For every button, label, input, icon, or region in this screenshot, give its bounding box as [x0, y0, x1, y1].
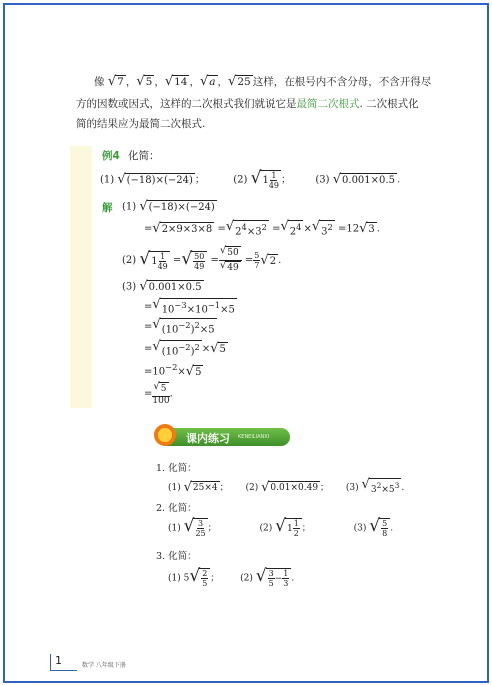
example-title: 化简： — [128, 150, 160, 162]
solution-1-line-2: = √ 2×9×3×8 = √ $2^4\times 3^2$ = √ $2^4$ × √ $3^2$ =12 √ 3 . — [144, 219, 380, 238]
intro-line2-text: 方的因数或因式，这样的二次根式我们就说它是 — [76, 98, 297, 110]
example-problems: (1) √ (−18)×(−24) ； (2) √ 1 $\frac{1}{49}$ ； (3) √ 0.001×0.5 . — [100, 168, 401, 190]
solution-label: 解 — [102, 202, 113, 214]
exercise-band-title: 课内练习 — [186, 432, 230, 445]
solution-3-line-5: $=10^{-2}\times$ √ 5 — [144, 362, 202, 379]
problem-1-label: (1) — [100, 174, 115, 186]
page-number: 1 — [50, 654, 77, 671]
exercise-3-title: 3. 化简： — [156, 551, 197, 562]
solution-3-line-4: = √ $(10^{-2})^2$ × √ 5 — [144, 339, 226, 358]
solution-3-line-1: (3) √ 0.001×0.5 — [122, 279, 202, 294]
highlight-term: 最简二次根式 — [296, 98, 360, 110]
intro-lead: 像 — [94, 76, 105, 88]
exercise-2-title: 2. 化简： — [156, 503, 197, 514]
solution-3-line-3: = √ $(10^{-2})^2\times 5$ — [144, 317, 215, 336]
exercise-2-items: (1) √ $\frac{3}{25}$ ； (2) √ 1 $\frac{1}{2}$ ； (3) √ $\frac{5}{8}$ . — [168, 516, 394, 538]
solution-3-line-6: = √ 5 100 . — [144, 381, 173, 406]
exercise-1-title: 1. 化简： — [156, 463, 197, 474]
intro-line1-text: 这样，在根号内不含分母，不含开得尽 — [252, 76, 432, 88]
exercise-3-items: (1) 5 √ $\frac{2}{5}$ ； (2) √ $\frac{3}{5}$ − $\frac{1}{3}$ . — [168, 566, 295, 588]
sun-icon — [154, 424, 176, 446]
solution-3-line-2: = √ $10^{-3}\times 10^{-1}\times 5$ — [144, 297, 235, 316]
footer-text: 数学 八年级下册 — [82, 662, 126, 669]
problem-2-label: (2) — [233, 174, 248, 186]
example-label: 例4 — [102, 150, 120, 162]
example-sidebar — [70, 146, 92, 408]
intro-line-1: 像 √ 7 ， √ 5 ， √ 14 ， √ a ， √ 25 这样，在根号内不含分母，不含开得尽 — [94, 74, 432, 89]
intro-line2-tail: . 二次根式化 — [359, 98, 419, 110]
intro-line-2 — [76, 96, 419, 111]
problem-3-label: (3) — [315, 174, 330, 186]
intro-line-3: 简的结果应为最简二次根式. — [76, 118, 206, 130]
solution-2: (2) √ 1 $\frac{1}{49}$ = √ $\frac{50}{49}$ = √ 50 √ 49 = $\frac{5}{7}$ √ 2 . — [122, 245, 282, 273]
solution-1-line-1: (1) √ (−18)×(−24) — [122, 199, 215, 214]
exercise-band-subtitle: KENEILIANXI — [238, 434, 270, 440]
exercise-1-items: (1) √ 25×4 ； (2) √ 0.01×0.49 ； (3) √ $3^2\times 5^3$ . — [168, 477, 405, 495]
